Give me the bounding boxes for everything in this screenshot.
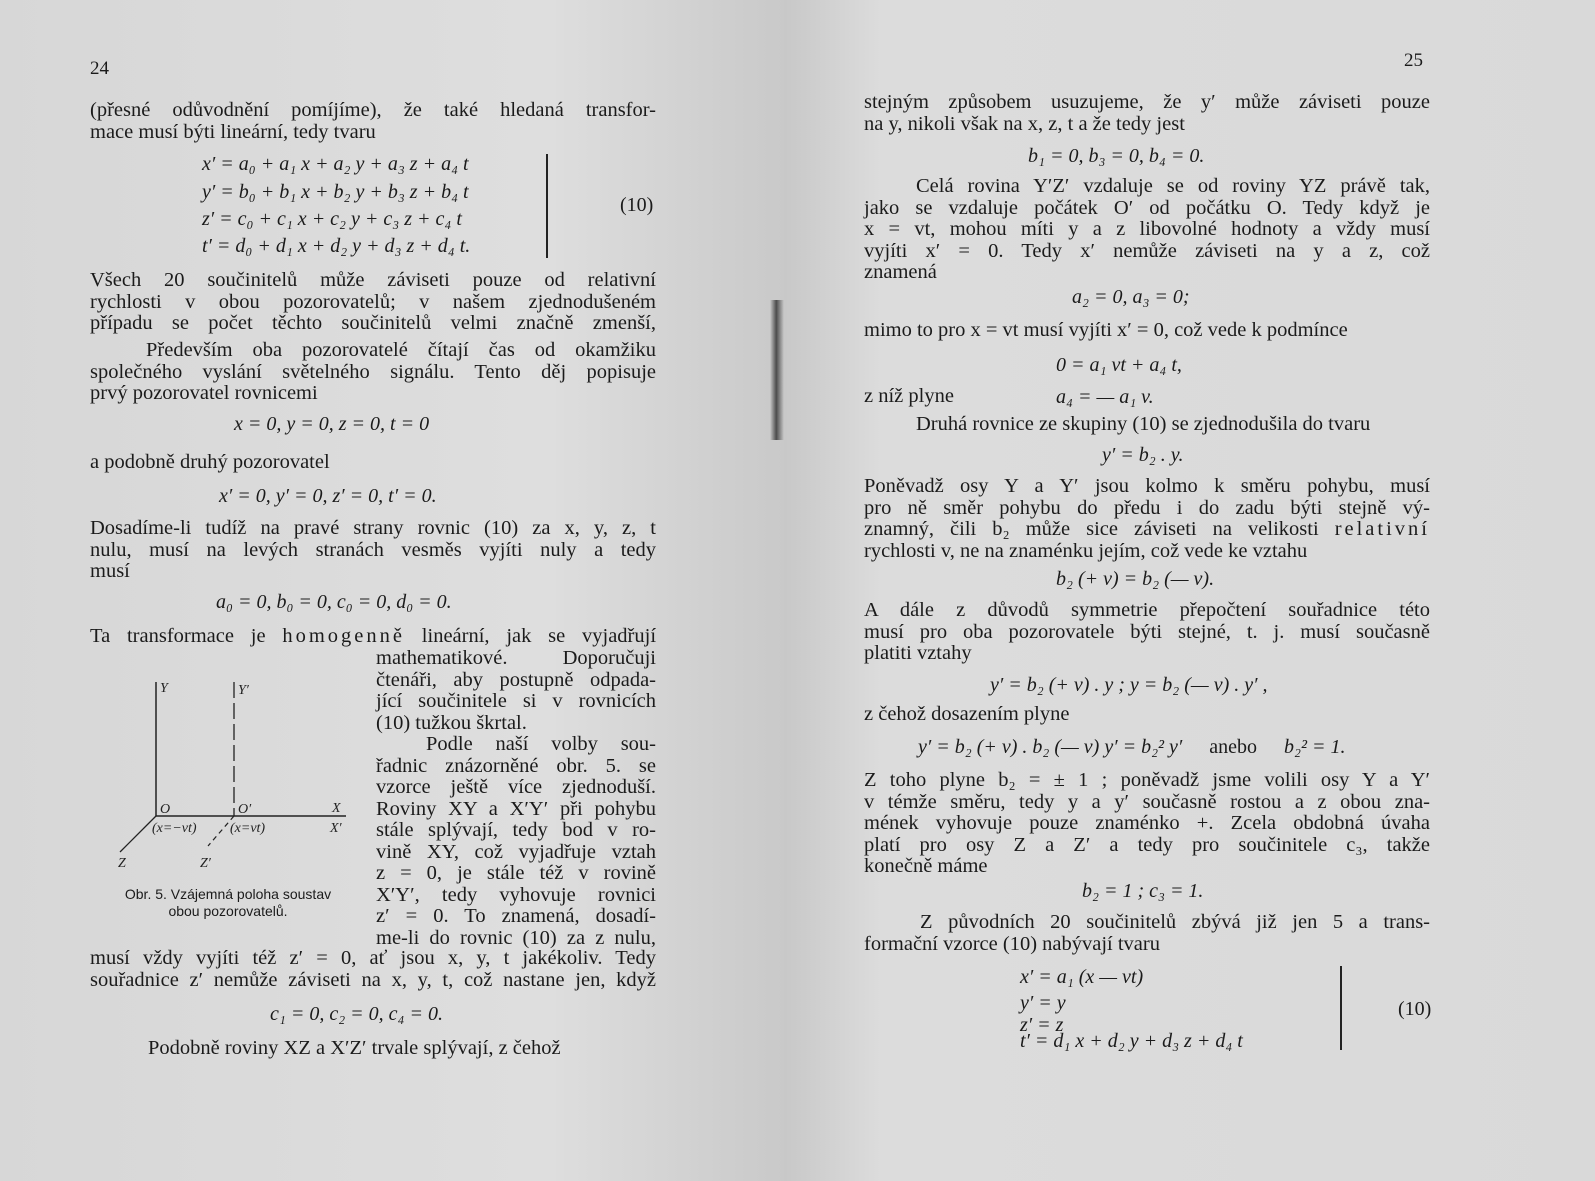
paragraph-observers [90, 340, 656, 405]
text-line: musí vždy vyjíti též z′ = 0, ať jsou x, y, t jakékoliv. Tedy [90, 947, 656, 969]
spaced-emphasis: homogenně [282, 625, 405, 647]
label-x: X [332, 801, 341, 816]
paragraph-remaining [864, 912, 1430, 955]
equation-brace [1340, 966, 1342, 1050]
text-line: x = vt, mohou míti y a z libovolné hodnoty a vždy musí [864, 218, 1430, 240]
text-line: X′Y′, tedy vyhovuje rovnici [376, 883, 656, 906]
text-line: Především oba pozorovatelé čítají čas od okamžiku [146, 339, 656, 361]
equation-line: y′ = b₀ + b₁ x + b₂ y + b₃ z + b₄ t [202, 181, 469, 203]
paragraph-plane-yz [864, 176, 1430, 284]
text-line: řadnic znázorněné obr. 5. se [376, 754, 656, 777]
label-x-prime: X′ [330, 821, 342, 836]
text-line: v témže směru, tedy y a y′ současně rostou a z obou zna- [864, 790, 1430, 813]
text-line: (10) tužkou škrtal. [376, 711, 527, 734]
text-line: konečně máme [864, 855, 988, 877]
paragraph-coefficients [90, 270, 656, 335]
text-line: čtenáři, aby postupně odpada- [376, 668, 656, 691]
text-line: platiti vztahy [864, 642, 972, 664]
text-line: souřadnice z′ nemůže záviseti na x, y, t, což nastane jen, když [90, 968, 656, 991]
text-line: společného vyslání světelného signálu. Tento děj popisuje [90, 360, 656, 383]
text-span: znamný, čili b₂ může sice záviseti na velikosti [864, 518, 1319, 540]
equation-a-coefficients: a₂ = 0, a₃ = 0; [1072, 286, 1190, 308]
label-origin-prime: O′ [238, 802, 252, 817]
text-line: jako se vzdaluje počátek O′ od počátku O. Tedy když je [864, 196, 1430, 219]
text-line: Z původních 20 součinitelů zbývá již jen 5 a trans- [920, 911, 1430, 933]
text-line: na y, nikoli však na x, z, t a že tedy jest [864, 112, 1185, 135]
figure-coordinate-systems [110, 670, 360, 880]
equation-line: t′ = d₁ x + d₂ y + d₃ z + d₄ t [1020, 1030, 1243, 1052]
text-line: Podle naší volby sou- [426, 733, 656, 755]
text-span: Ta transformace je [90, 625, 266, 647]
text-line: Celá rovina Y′Z′ vzdaluje se od roviny YZ právě tak, [916, 175, 1430, 197]
text-line: platí pro osy Z a Z′ a tedy pro součinitele c₃, takže [864, 833, 1430, 856]
paragraph-mathematicians [376, 648, 656, 734]
label-origin: O [160, 802, 171, 817]
text-line: vyjíti x′ = 0. Tedy x′ nemůže záviseti na y a z, což [864, 239, 1430, 262]
equation-condition: 0 = a₁ vt + a₄ t, [1056, 354, 1182, 376]
text-similarly: a podobně druhý pozorovatel [90, 451, 330, 473]
equation-line: t′ = d₀ + d₁ x + d₂ y + d₃ z + d₄ t. [202, 235, 471, 257]
equation-part: b₂² = 1. [1284, 736, 1346, 758]
text-span: lineární, jak se vyjadřují [421, 625, 657, 647]
text-line: Roviny XY a X′Y′ při pohybu [376, 797, 656, 820]
text-second-equation: Druhá rovnice ze skupiny (10) se zjednodušila do tvaru [916, 413, 1371, 435]
caption-line: obou pozorovatelů. [168, 903, 288, 919]
spaced-emphasis: relativní [1334, 518, 1430, 540]
text-line: z′ = 0. To znamená, dosadí- [376, 905, 656, 927]
equation-line: z′ = z [1020, 1014, 1064, 1036]
label-y: Y [160, 681, 168, 696]
equation-number: (10) [620, 194, 654, 216]
text-line: musí [90, 560, 130, 582]
paragraph-axes-perpendicular [864, 476, 1430, 562]
text-line: mace musí býti lineární, tedy tvaru [90, 120, 376, 143]
intro-paragraph-left [90, 100, 656, 143]
right-page [784, 0, 1595, 1181]
axis-z [120, 816, 156, 852]
paragraph-sign [864, 770, 1430, 878]
equation-line: x′ = a₀ + a₁ x + a₂ y + a₃ z + a₄ t [202, 153, 469, 175]
label-z: Z [118, 856, 126, 871]
text-hence: z níž plyne [864, 385, 954, 407]
text-line: Z toho plyne b₂ = ± 1 ; poněvadž jsme volili osy Y a Y′ [864, 769, 1430, 791]
text-line: Poněvadž osy Y a Y′ jsou kolmo k směru pohybu, musí [864, 475, 1430, 497]
equation-final [918, 736, 1346, 759]
text-line: nulu, musí na levých stranách vesměs vyjíti nuly a tedy [90, 538, 656, 561]
equation-symmetric-relations: y′ = b₂ (+ v) . y ; y = b₂ (— v) . y′ , [990, 674, 1268, 696]
equation-line: z′ = c₀ + c₁ x + c₂ y + c₃ z + c₄ t [202, 208, 462, 230]
label-y-prime: Y′ [238, 683, 249, 698]
page-number-right: 25 [1404, 50, 1423, 71]
text-line: A dále z důvodů symmetrie přepočtení souřadnice této [864, 599, 1430, 621]
text-line: mének vyhovuje pouze znaménko +. Zcela obdobná úvaha [864, 812, 1430, 834]
equation-line: y′ = y [1020, 992, 1066, 1014]
text-line: jící součinitele si v rovnicích [376, 690, 656, 712]
text-line: formační vzorce (10) nabývají tvaru [864, 932, 1160, 955]
text-line: Všech 20 součinitelů může záviseti pouze od relativní [90, 269, 656, 291]
text-line: me-li do rovnic (10) za z nulu, [376, 926, 656, 949]
text-line: rychlosti v obou pozorovatelů; v našem zjednodušeném [90, 290, 656, 313]
equation-second-observer: x′ = 0, y′ = 0, z′ = 0, t′ = 0. [219, 485, 437, 507]
text-line: mathematikové. Doporučuji [376, 647, 656, 669]
equation-first-observer: x = 0, y = 0, z = 0, t = 0 [234, 413, 430, 435]
left-page [0, 0, 784, 1181]
text-line: pro ně směr pohybu do předu i do zadu býti stejně vý- [864, 496, 1430, 519]
equation-zero-coefficients: a₀ = 0, b₀ = 0, c₀ = 0, d₀ = 0. [216, 591, 452, 613]
text-line: stejným způsobem usuzujeme, že y′ může záviseti pouze [864, 91, 1430, 113]
label-position-right: (x=vt) [230, 821, 266, 836]
paragraph-z-prime [90, 948, 656, 991]
equation-c-coefficients: c₁ = 0, c₂ = 0, c₄ = 0. [270, 1003, 443, 1025]
text-line: případu se počet těchto součinitelů velmi značně zmenší, [90, 312, 656, 334]
equation-connector: anebo [1209, 736, 1258, 758]
text-line: z = 0, je stále též v rovině [376, 862, 656, 884]
text-line: vzorce ještě více zjednoduší. [376, 776, 656, 798]
text-line: stále splývají, tedy bod v ro- [376, 819, 656, 841]
equation-b2-c3: b₂ = 1 ; c₃ = 1. [1082, 880, 1204, 902]
label-position-left: (x=−vt) [152, 821, 197, 836]
caption-line: Obr. 5. Vzájemná poloha soustav [124, 886, 332, 902]
paragraph-symmetry [864, 600, 1430, 665]
equation-line: x′ = a₁ (x — vt) [1020, 966, 1144, 988]
text-last-line: Podobně roviny XZ a X′Z′ trvale splývají, z čehož [148, 1037, 561, 1059]
text-line: musí pro oba pozorovatele býti stejné, t. j. musí současně [864, 620, 1430, 643]
equation-brace [546, 154, 548, 258]
equation-y: y′ = b₂ . y. [1102, 444, 1184, 466]
label-z-prime: Z′ [200, 856, 211, 871]
text-substitution: z čehož dosazením plyne [864, 703, 1070, 725]
equation-b2-symmetry: b₂ (+ v) = b₂ (— v). [1056, 568, 1215, 590]
equation-number: (10) [1398, 998, 1432, 1020]
text-line: (přesné odůvodnění pomíjíme), že také hledaná transfor- [90, 99, 656, 121]
text-line: vině XY, což vyjadřuje vztah [376, 840, 656, 863]
paragraph-homogeneous [90, 626, 656, 648]
equation-a4: a₄ = — a₁ v. [1056, 386, 1154, 408]
text-besides: mimo to pro x = vt musí vyjíti x′ = 0, což vede k podmínce [864, 319, 1348, 341]
text-line: Dosadíme-li tudíž na pravé strany rovnic (10) za x, y, z, t [90, 517, 656, 539]
paragraph-substitute [90, 518, 656, 583]
text-line: rychlosti v, ne na znaménku jejím, což vede ke vztahu [864, 539, 1308, 562]
intro-paragraph-right [864, 92, 1430, 135]
paragraph-planes [376, 734, 656, 949]
text-line: prvý pozorovatel rovnicemi [90, 382, 318, 404]
equation-b-coefficients: b₁ = 0, b₃ = 0, b₄ = 0. [1028, 145, 1205, 167]
equation-part: y′ = b₂ (+ v) . b₂ (— v) y′ = b₂² y′ [918, 736, 1183, 758]
figure-caption [90, 886, 366, 920]
binding-gutter [770, 300, 784, 440]
page-number-left: 24 [90, 58, 109, 79]
text-line: znamená [864, 261, 937, 283]
